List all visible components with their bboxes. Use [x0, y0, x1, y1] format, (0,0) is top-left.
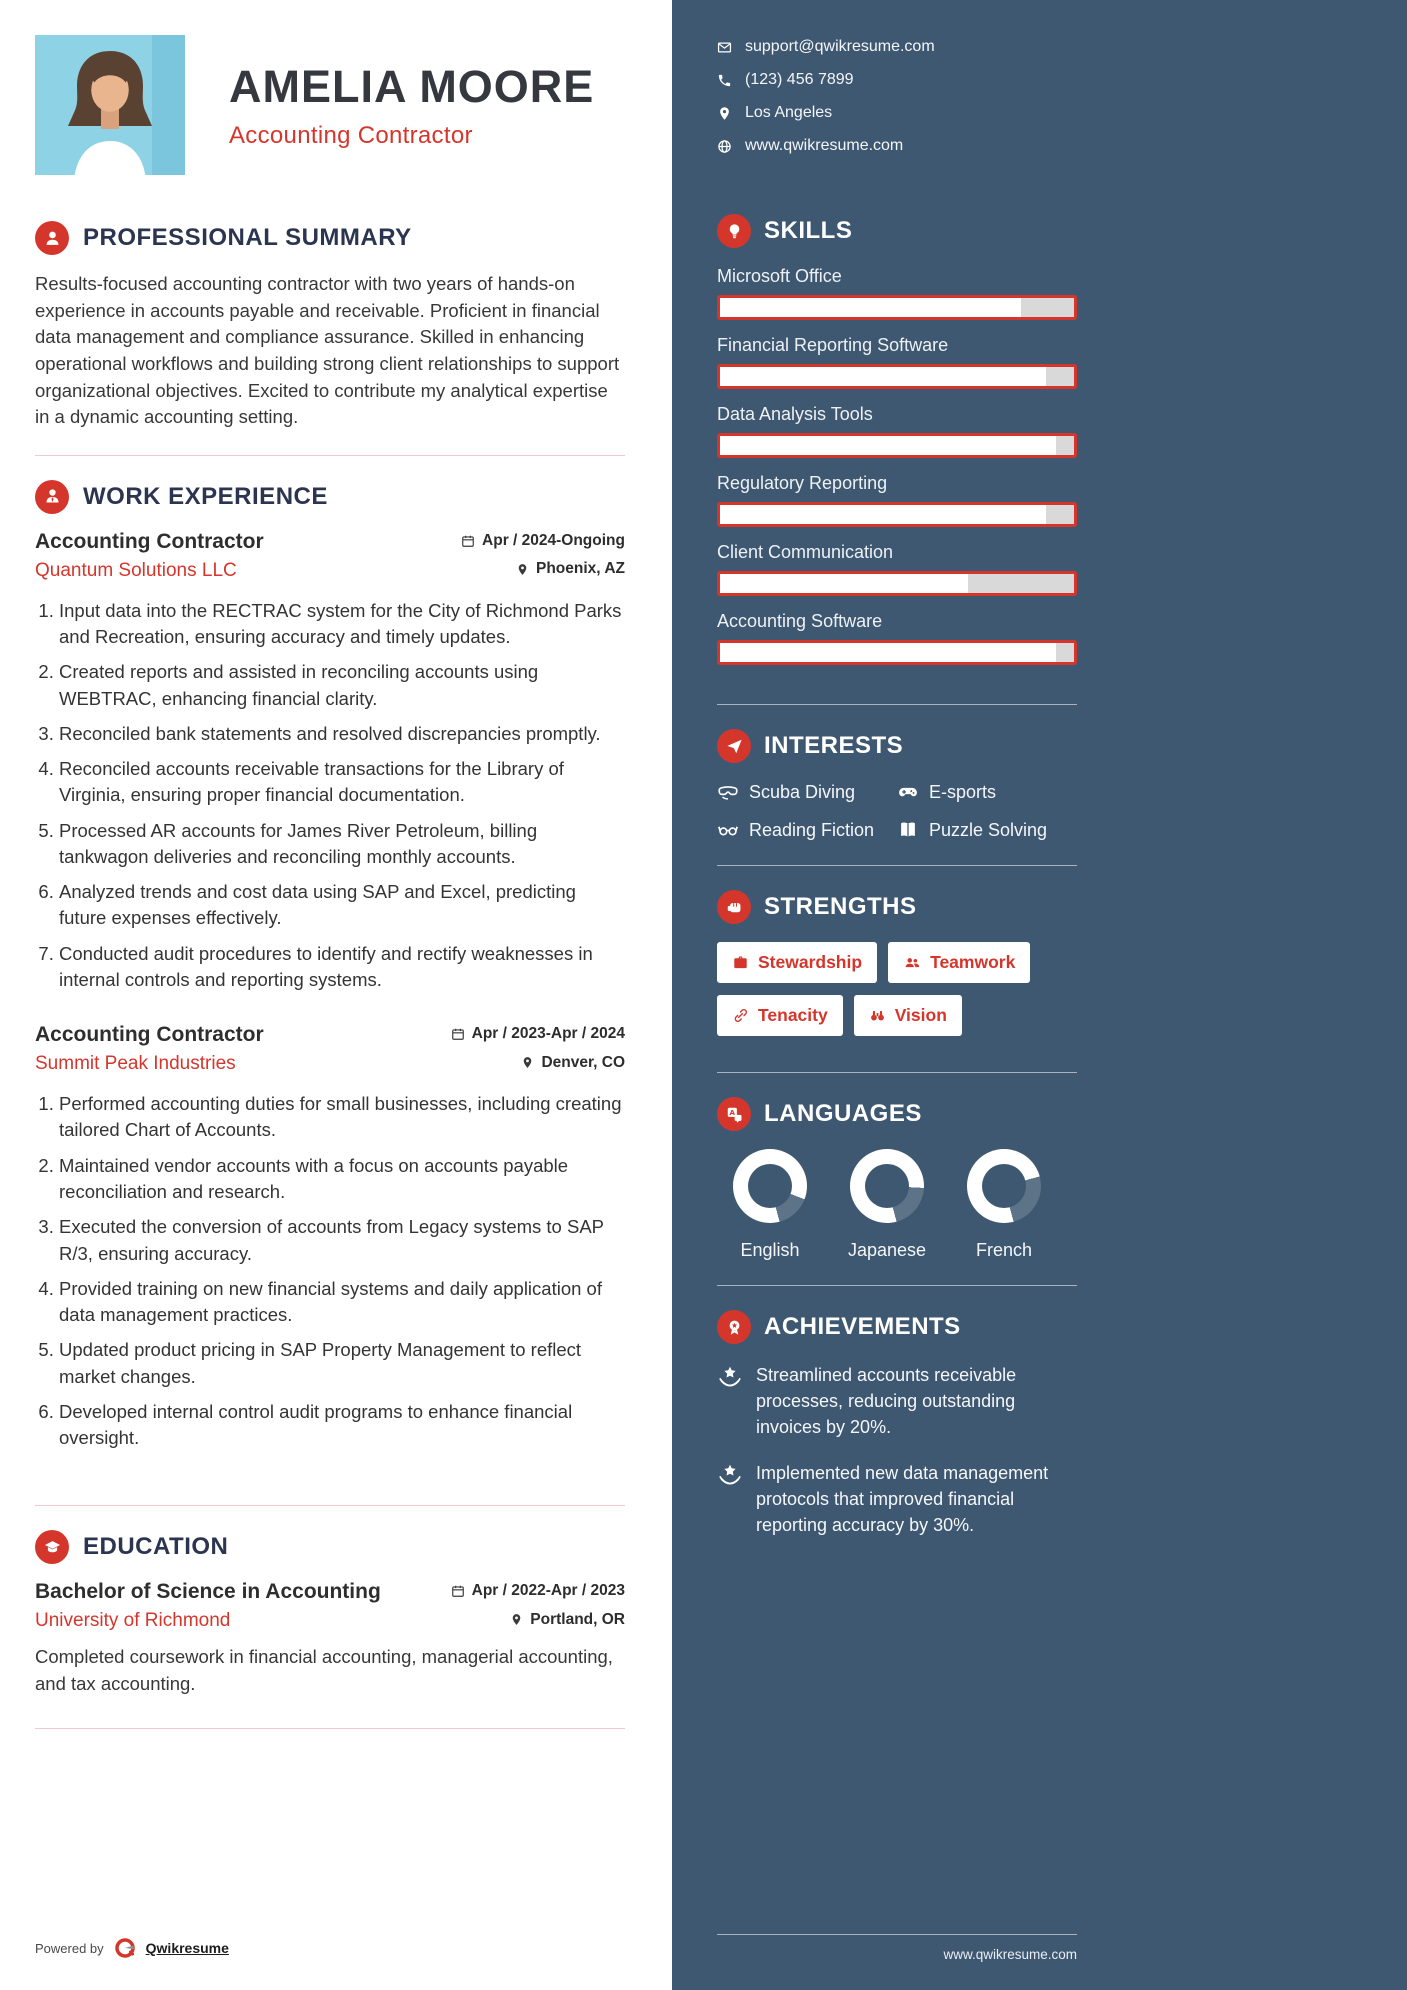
- languages-section: [717, 1097, 1077, 1261]
- achievement-item: [717, 1460, 1077, 1538]
- job-location: [516, 560, 625, 578]
- achievement-text: Streamlined accounts receivable processes, reducing outstanding invoices by 20%.: [756, 1365, 1017, 1438]
- person-tie-icon: [35, 480, 69, 514]
- globe-icon: [717, 139, 732, 154]
- job-entry: [35, 1023, 625, 1451]
- book-icon: [897, 819, 919, 841]
- language-label: French: [975, 1240, 1033, 1260]
- strengths-chips: [717, 942, 1077, 1048]
- strength-chip: [888, 942, 1030, 983]
- languages-heading: LANGUAGES: [764, 1100, 922, 1127]
- achievements-heading-row: [717, 1310, 1077, 1344]
- education-dates: [451, 1582, 625, 1600]
- divider: [717, 865, 1077, 866]
- contact-website-text: www.qwikresume.com: [745, 137, 904, 154]
- job-title: Accounting Contractor: [35, 529, 264, 553]
- calendar-icon: [451, 1584, 465, 1598]
- job-bullet: 5. Updated product pricing in SAP Property Management to reflect market changes.: [59, 1337, 625, 1390]
- page-footer: [35, 1916, 625, 1960]
- job-bullet: 3. Reconciled bank statements and resolved discrepancies promptly.: [59, 721, 625, 747]
- interest-label: Scuba Diving: [749, 781, 856, 802]
- binoculars-icon: [869, 1007, 886, 1024]
- job-bullet: 3. Executed the conversion of accounts from Legacy systems to SAP R/3, ensuring accuracy.: [59, 1214, 625, 1267]
- contact-website[interactable]: [717, 137, 1077, 155]
- job-bullet: 1. Input data into the RECTRAC system for the City of Richmond Parks and Recreation, ensuring accuracy and timely updates.: [59, 598, 625, 651]
- degree-title: Bachelor of Science in Accounting: [35, 1580, 381, 1604]
- skills-heading: SKILLS: [764, 217, 853, 244]
- calendar-icon: [451, 1027, 465, 1041]
- translate-icon: [717, 1097, 751, 1131]
- achievements-section: [717, 1310, 1077, 1559]
- pin-icon: [516, 563, 529, 576]
- education-location-text: Portland, OR: [530, 1610, 625, 1628]
- achievement-text: Implemented new data management protocols that improved financial reporting accuracy by 30%.: [756, 1463, 1049, 1536]
- strength-label: Teamwork: [930, 952, 1016, 972]
- skill-item: [717, 611, 1077, 665]
- contact-block: [717, 38, 1077, 170]
- person-name: AMELIA MOORE: [229, 60, 595, 112]
- skill-label: Client Communication: [717, 542, 894, 562]
- language-donut: [967, 1149, 1041, 1223]
- divider: [717, 704, 1077, 705]
- strengths-section: [717, 890, 1077, 1048]
- interest-item: [717, 781, 897, 803]
- pin-icon: [717, 106, 732, 121]
- experience-section: [35, 480, 625, 1482]
- interest-item: [897, 781, 1077, 803]
- pin-icon: [510, 1613, 523, 1626]
- skill-item: [717, 473, 1077, 527]
- education-dates-text: Apr / 2022-Apr / 2023: [471, 1582, 625, 1600]
- divider: [717, 1934, 1077, 1935]
- school-name: University of Richmond: [35, 1610, 231, 1632]
- skill-bar: [717, 364, 1077, 389]
- contact-phone-text: (123) 456 7899: [745, 71, 854, 88]
- job-dates-text: Apr / 2023-Apr / 2024: [471, 1025, 625, 1043]
- skill-bar: [717, 571, 1077, 596]
- strength-label: Vision: [894, 1005, 947, 1025]
- divider: [717, 1285, 1077, 1286]
- job-bullet-list: [35, 1091, 625, 1451]
- job-bullet: 6. Analyzed trends and cost data using SAP and Excel, predicting future expenses effectively.: [59, 879, 625, 932]
- language-item: [834, 1149, 940, 1261]
- sidebar-content: [717, 38, 1077, 1962]
- skill-bar: [717, 640, 1077, 665]
- summary-section: [35, 221, 625, 431]
- skill-bar-fill: [720, 643, 1056, 662]
- interest-item: [897, 819, 1077, 841]
- language-donut: [733, 1149, 807, 1223]
- scuba-mask-icon: [717, 781, 739, 803]
- graduation-cap-icon: [35, 1530, 69, 1564]
- strength-chip: [854, 995, 962, 1036]
- achievement-item: [717, 1362, 1077, 1440]
- fist-icon: [717, 890, 751, 924]
- strengths-heading-row: [717, 890, 1077, 924]
- job-bullet: 7. Conducted audit procedures to identify and rectify weaknesses in internal controls and reporting systems.: [59, 941, 625, 994]
- job-company-row: [35, 554, 625, 582]
- skill-label: Data Analysis Tools: [717, 404, 873, 424]
- skill-item: [717, 542, 1077, 596]
- skill-item: [717, 335, 1077, 389]
- summary-heading-row: [35, 221, 625, 255]
- skill-bar-fill: [720, 505, 1046, 524]
- language-label: Japanese: [847, 1240, 927, 1260]
- sidebar-footer: [717, 1934, 1077, 1962]
- skill-bar-fill: [720, 574, 968, 593]
- glasses-icon: [717, 819, 739, 841]
- skill-bar: [717, 502, 1077, 527]
- hand-star-icon: [717, 1364, 743, 1390]
- skill-bar-fill: [720, 367, 1046, 386]
- interests-section: [717, 729, 1077, 841]
- experience-heading: WORK EXPERIENCE: [83, 482, 328, 510]
- skill-bar: [717, 295, 1077, 320]
- hand-star-icon: [717, 1462, 743, 1488]
- job-entry: [35, 530, 625, 993]
- profile-photo-illustration: [35, 35, 185, 175]
- skill-label: Regulatory Reporting: [717, 473, 888, 493]
- achievements-heading: ACHIEVEMENTS: [764, 1313, 961, 1340]
- qwikresume-link[interactable]: Qwikresume: [145, 1940, 229, 1956]
- qwikresume-logo: [113, 1936, 137, 1960]
- languages-heading-row: [717, 1097, 1077, 1131]
- divider: [717, 1072, 1077, 1073]
- sidebar-footer-url[interactable]: www.qwikresume.com: [943, 1947, 1077, 1962]
- job-dates: [461, 532, 625, 550]
- job-title-row: [35, 1023, 625, 1047]
- user-icon: [35, 221, 69, 255]
- school-row: [35, 1604, 625, 1632]
- summary-text: Results-focused accounting contractor with two years of hands-on experience in accounts payable and receivable. Proficient in financial data management and compliance assurance. Skilled in enhancing operational workflows and building strong client relationships to support organizational objectives. Excited to contribute my analytical expertise in a dynamic accounting setting.: [35, 273, 620, 428]
- identity-text: [229, 61, 594, 150]
- phone-icon: [717, 73, 732, 88]
- job-location: [521, 1054, 625, 1072]
- interest-label: E-sports: [929, 781, 997, 802]
- job-location-text: Denver, CO: [541, 1053, 625, 1071]
- skills-section: [717, 214, 1077, 680]
- divider: [35, 1505, 625, 1506]
- job-company-row: [35, 1047, 625, 1075]
- skill-label: Accounting Software: [717, 611, 883, 631]
- job-bullet: 2. Created reports and assisted in reconciling accounts using WEBTRAC, enhancing financial clarity.: [59, 659, 625, 712]
- calendar-icon: [461, 534, 475, 548]
- main-column: [0, 0, 672, 1990]
- link-icon: [732, 1007, 749, 1024]
- medal-star-icon: [717, 1310, 751, 1344]
- job-bullet: 2. Maintained vendor accounts with a focus on accounts payable reconciliation and research.: [59, 1153, 625, 1206]
- strength-label: Stewardship: [758, 952, 863, 972]
- divider: [35, 1728, 625, 1729]
- contact-location: [717, 104, 1077, 122]
- strength-chip: [717, 995, 843, 1036]
- lightbulb-icon: [717, 214, 751, 248]
- game-controller-icon: [897, 781, 919, 803]
- job-bullet: 5. Processed AR accounts for James River Petroleum, billing tankwagon deliveries and reconciling monthly accounts.: [59, 818, 625, 871]
- education-section: [35, 1530, 625, 1703]
- contact-email[interactable]: [717, 38, 1077, 56]
- summary-heading: PROFESSIONAL SUMMARY: [83, 224, 412, 251]
- identity-header: [35, 35, 625, 175]
- envelope-icon: [717, 40, 732, 55]
- briefcase-icon: [732, 954, 749, 971]
- interests-heading-row: [717, 729, 1077, 763]
- language-label: English: [740, 1240, 800, 1260]
- job-title: Accounting Contractor: [35, 1023, 264, 1047]
- skill-bar-fill: [720, 298, 1021, 317]
- language-item: [717, 1149, 823, 1261]
- job-bullet: 6. Developed internal control audit programs to enhance financial oversight.: [59, 1399, 625, 1452]
- language-donut: [850, 1149, 924, 1223]
- company-name: Quantum Solutions LLC: [35, 559, 237, 581]
- job-bullet-list: [35, 598, 625, 993]
- profile-photo: [35, 35, 185, 175]
- interest-label: Reading Fiction: [749, 819, 875, 840]
- education-text: Completed coursework in financial accounting, managerial accounting, and tax accounting.: [35, 1646, 613, 1695]
- divider: [35, 455, 625, 456]
- skill-bar: [717, 433, 1077, 458]
- person-title: Accounting Contractor: [229, 121, 473, 149]
- skills-heading-row: [717, 214, 1077, 248]
- pin-icon: [521, 1056, 534, 1069]
- interest-label: Puzzle Solving: [929, 819, 1048, 840]
- svg-text:A: A: [729, 1107, 735, 1117]
- interests-grid: [717, 781, 1077, 841]
- skill-item: [717, 404, 1077, 458]
- education-location: [510, 1611, 625, 1629]
- skill-label: Microsoft Office: [717, 266, 842, 286]
- paper-plane-icon: [717, 729, 751, 763]
- job-bullet: 4. Provided training on new financial systems and daily application of data management practices.: [59, 1276, 625, 1329]
- job-dates: [451, 1025, 625, 1043]
- interests-heading: INTERESTS: [764, 732, 904, 759]
- contact-phone: [717, 71, 1077, 89]
- strengths-heading: STRENGTHS: [764, 893, 917, 920]
- team-icon: [903, 954, 921, 972]
- skill-label: Financial Reporting Software: [717, 335, 949, 355]
- contact-email-text: support@qwikresume.com: [745, 38, 935, 55]
- skill-item: [717, 266, 1077, 320]
- contact-location-text: Los Angeles: [745, 104, 833, 121]
- company-name: Summit Peak Industries: [35, 1053, 236, 1075]
- education-heading: EDUCATION: [83, 1533, 229, 1561]
- degree-row: [35, 1580, 625, 1604]
- languages-row: [717, 1149, 1057, 1261]
- job-dates-text: Apr / 2024-Ongoing: [482, 531, 625, 549]
- job-location-text: Phoenix, AZ: [536, 560, 625, 578]
- powered-by-label: Powered by: [35, 1940, 104, 1956]
- education-heading-row: [35, 1530, 625, 1564]
- experience-heading-row: [35, 480, 625, 514]
- job-title-row: [35, 530, 625, 554]
- strength-label: Tenacity: [758, 1005, 828, 1025]
- strength-chip: [717, 942, 877, 983]
- interest-item: [717, 819, 897, 841]
- skill-bar-fill: [720, 436, 1056, 455]
- language-item: [951, 1149, 1057, 1261]
- sidebar: [672, 0, 1407, 1990]
- education-entry: [35, 1580, 625, 1697]
- job-bullet: 4. Reconciled accounts receivable transactions for the Library of Virginia, ensuring proper financial documentation.: [59, 756, 625, 809]
- job-bullet: 1. Performed accounting duties for small businesses, including creating tailored Chart of Accounts.: [59, 1091, 625, 1144]
